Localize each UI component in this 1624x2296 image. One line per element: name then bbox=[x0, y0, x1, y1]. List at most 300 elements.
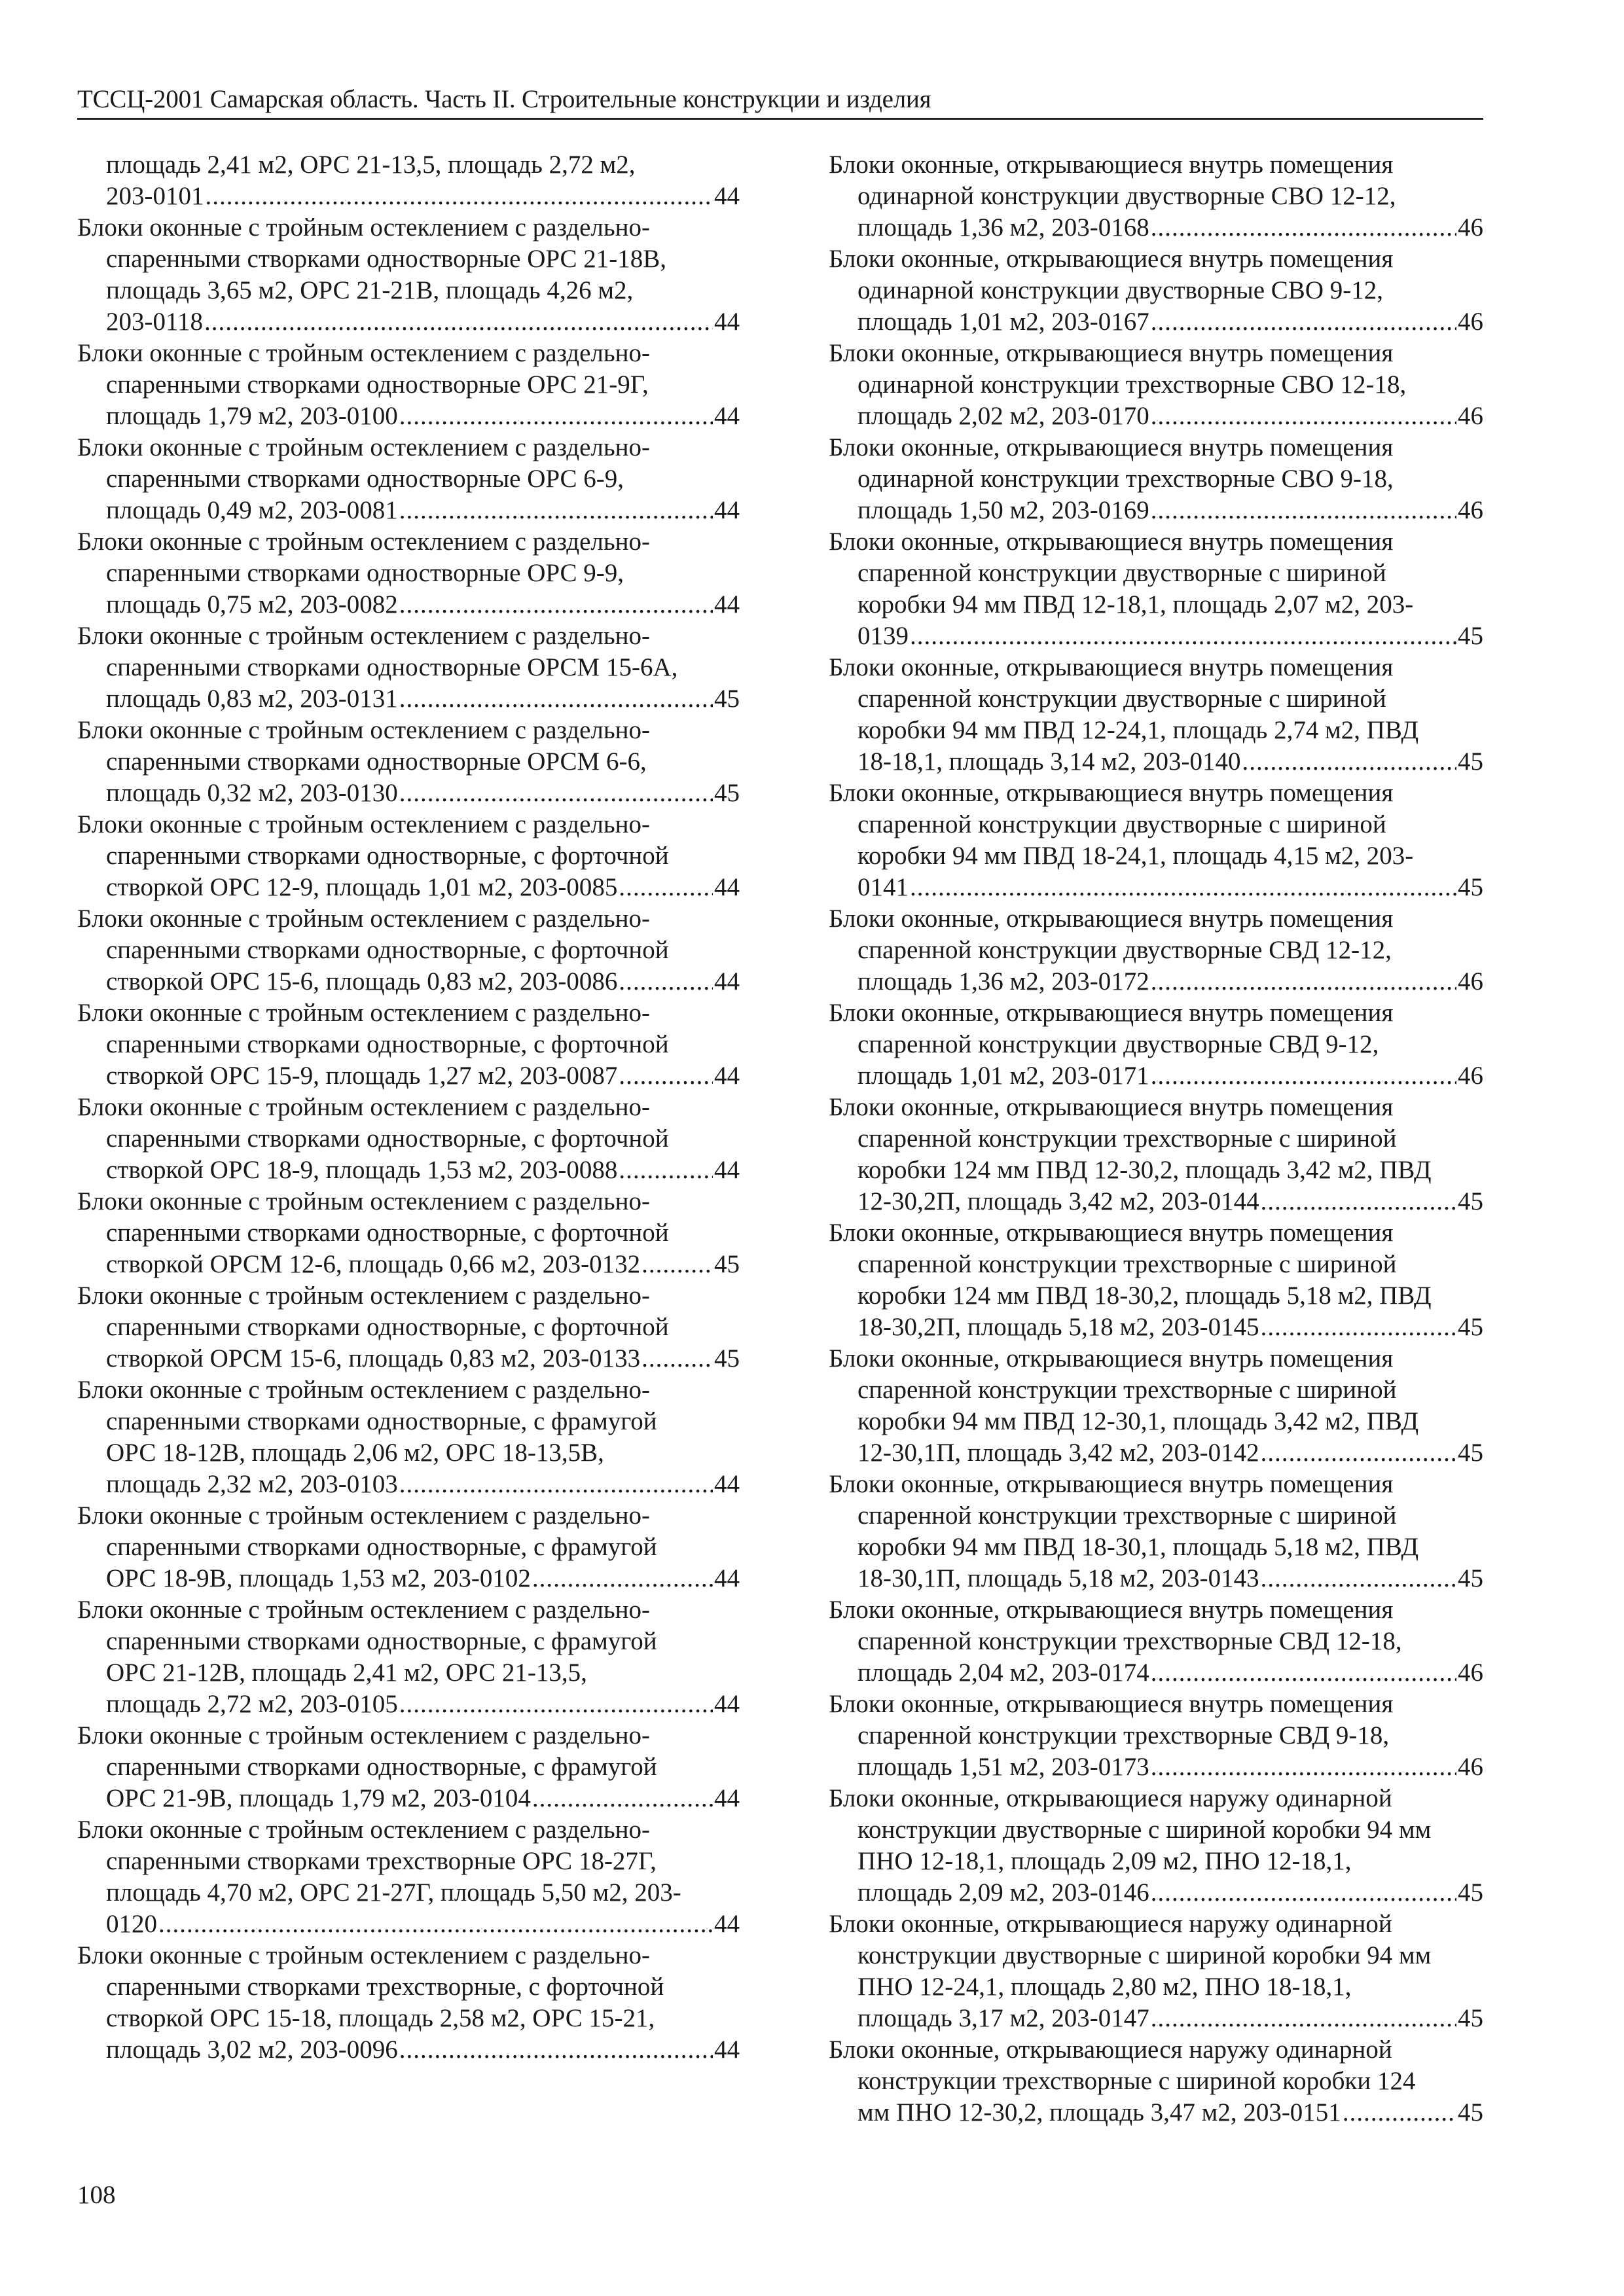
entry-line bbox=[829, 1280, 1483, 1312]
entry-line bbox=[829, 181, 1483, 212]
leader-dots bbox=[619, 1155, 713, 1186]
entry-line bbox=[829, 1123, 1483, 1155]
entry-line bbox=[77, 1217, 740, 1249]
entry-text: Блоки оконные с тройным остеклением с раздельно- bbox=[77, 1093, 651, 1121]
entry-line bbox=[77, 1909, 740, 1940]
entry-text: конструкции двустворные с шириной коробки 94 мм bbox=[857, 1941, 1432, 1969]
entry-line bbox=[829, 1374, 1483, 1406]
leader-dots bbox=[204, 306, 713, 338]
index-entry bbox=[829, 1343, 1483, 1469]
entry-line bbox=[829, 212, 1483, 243]
entry-page-ref: 45 bbox=[1458, 873, 1483, 901]
entry-text: площадь 2,32 м2, 203-0103 bbox=[106, 1470, 398, 1498]
entry-page-ref: 46 bbox=[1458, 213, 1483, 242]
entry-text: коробки 124 мм ПВД 18-30,2, площадь 5,18 м2, ПВД bbox=[857, 1282, 1432, 1310]
entry-text: Блоки оконные с тройным остеклением с раздельно- bbox=[77, 339, 651, 367]
leader-dots bbox=[641, 1343, 713, 1374]
entry-text: одинарной конструкции двустворные СВО 9-12, bbox=[857, 276, 1383, 304]
entry-line bbox=[77, 149, 740, 181]
entry-line bbox=[77, 1374, 740, 1406]
entry-line bbox=[77, 1720, 740, 1751]
entry-text: площадь 0,49 м2, 203-0081 bbox=[106, 496, 398, 524]
entry-line bbox=[77, 212, 740, 243]
entry-line bbox=[77, 1406, 740, 1437]
leader-dots bbox=[1261, 1312, 1456, 1343]
entry-page-ref: 45 bbox=[714, 1250, 740, 1278]
entry-text: Блоки оконные с тройным остеклением с раздельно- bbox=[77, 213, 651, 242]
entry-line bbox=[77, 715, 740, 746]
index-entry bbox=[77, 212, 740, 338]
entry-line bbox=[77, 683, 740, 715]
entry-page-ref: 45 bbox=[1458, 2098, 1483, 2126]
entry-page-ref: 44 bbox=[714, 2036, 740, 2064]
entry-page-ref: 46 bbox=[1458, 1062, 1483, 1090]
entry-text: одинарной конструкции трехстворные СВО 9-18, bbox=[857, 465, 1394, 493]
entry-text: спаренными створками одностворные, с форточной bbox=[106, 842, 669, 870]
entry-line bbox=[829, 1437, 1483, 1469]
entry-line bbox=[829, 1657, 1483, 1689]
entry-text: спаренной конструкции трехстворные СВД 12-18, bbox=[857, 1627, 1402, 1655]
index-entry bbox=[77, 432, 740, 526]
leader-dots bbox=[1151, 966, 1456, 997]
entry-line bbox=[829, 369, 1483, 401]
leader-dots bbox=[206, 181, 713, 212]
leader-dots bbox=[1151, 401, 1456, 432]
leader-dots bbox=[1151, 495, 1456, 526]
entry-text: спаренными створками одностворные, с форточной bbox=[106, 936, 669, 964]
entry-text: площадь 1,79 м2, 203-0100 bbox=[106, 402, 398, 430]
index-entry bbox=[829, 903, 1483, 997]
entry-text: створкой ОРС 12-9, площадь 1,01 м2, 203-0085 bbox=[106, 873, 618, 901]
entry-text: коробки 94 мм ПВД 18-24,1, площадь 4,15 м2, 203- bbox=[857, 842, 1414, 870]
entry-line bbox=[829, 2097, 1483, 2128]
entry-line bbox=[829, 1846, 1483, 1877]
entry-text: спаренными створками трехстворные, с форточной bbox=[106, 1973, 664, 2001]
leader-dots bbox=[619, 872, 713, 903]
index-entry bbox=[829, 1594, 1483, 1689]
entry-text: спаренными створками одностворные, с фрамугой bbox=[106, 1533, 657, 1561]
entry-line bbox=[77, 526, 740, 558]
leader-dots bbox=[399, 1689, 713, 1720]
entry-page-ref: 45 bbox=[1458, 1187, 1483, 1215]
entry-line bbox=[77, 1971, 740, 2003]
entry-line bbox=[77, 2003, 740, 2034]
entry-text: спаренными створками одностворные, с фрамугой bbox=[106, 1627, 657, 1655]
entry-line bbox=[829, 935, 1483, 966]
entry-text: спаренной конструкции двустворные с шириной bbox=[857, 810, 1386, 838]
entry-text: коробки 94 мм ПВД 12-18,1, площадь 2,07 м2, 203- bbox=[857, 590, 1414, 619]
entry-line bbox=[829, 1343, 1483, 1374]
entry-text: 12-30,2П, площадь 3,42 м2, 203-0144 bbox=[857, 1187, 1259, 1215]
entry-page-ref: 45 bbox=[1458, 1878, 1483, 1907]
entry-line bbox=[77, 369, 740, 401]
entry-line bbox=[829, 620, 1483, 652]
entry-page-ref: 44 bbox=[714, 1564, 740, 1592]
entry-text: створкой ОРСМ 12-6, площадь 0,66 м2, 203-0132 bbox=[106, 1250, 641, 1278]
entry-line bbox=[77, 778, 740, 809]
entry-text: Блоки оконные с тройным остеклением с раздельно- bbox=[77, 905, 651, 933]
entry-text: площадь 1,01 м2, 203-0171 bbox=[857, 1062, 1149, 1090]
entry-line bbox=[829, 1469, 1483, 1500]
entry-page-ref: 44 bbox=[714, 1156, 740, 1184]
entry-line bbox=[77, 1343, 740, 1374]
entry-text: спаренными створками одностворные, с фрамугой bbox=[106, 1753, 657, 1781]
index-entry bbox=[829, 778, 1483, 903]
entry-line bbox=[829, 1092, 1483, 1123]
entry-page-ref: 45 bbox=[1458, 1313, 1483, 1341]
entry-line bbox=[829, 589, 1483, 620]
entry-text: Блоки оконные, открывающиеся внутрь помещения bbox=[829, 999, 1394, 1027]
entry-line bbox=[77, 1029, 740, 1060]
entry-text: спаренными створками трехстворные ОРС 18-27Г, bbox=[106, 1847, 657, 1875]
entry-page-ref: 44 bbox=[714, 590, 740, 619]
entry-line bbox=[77, 1500, 740, 1532]
entry-text: ОРС 21-12В, площадь 2,41 м2, ОРС 21-13,5, bbox=[106, 1659, 587, 1687]
entry-text: спаренной конструкции двустворные с шириной bbox=[857, 685, 1386, 713]
entry-line bbox=[829, 243, 1483, 275]
entry-page-ref: 46 bbox=[1458, 402, 1483, 430]
running-header: ТССЦ-2001 Самарская область. Часть II. Строительные конструкции и изделия bbox=[77, 85, 931, 113]
entry-line bbox=[829, 997, 1483, 1029]
entry-page-ref: 45 bbox=[714, 685, 740, 713]
entry-line bbox=[829, 1249, 1483, 1280]
entry-text: площадь 4,70 м2, ОРС 21-27Г, площадь 5,50 м2, 203- bbox=[106, 1878, 681, 1907]
leader-dots bbox=[1343, 2097, 1456, 2128]
entry-line bbox=[829, 840, 1483, 872]
entry-line bbox=[829, 778, 1483, 809]
entry-line bbox=[829, 1186, 1483, 1217]
entry-line bbox=[77, 1312, 740, 1343]
index-entry bbox=[829, 338, 1483, 432]
entry-text: спаренными створками одностворные ОРС 21-9Г, bbox=[106, 370, 649, 399]
index-entry bbox=[829, 526, 1483, 652]
index-entry bbox=[77, 1092, 740, 1186]
entry-text: Блоки оконные с тройным остеклением с раздельно- bbox=[77, 1721, 651, 1749]
entry-line bbox=[829, 1940, 1483, 1971]
entry-text: площадь 1,51 м2, 203-0173 bbox=[857, 1753, 1149, 1781]
leader-dots bbox=[399, 495, 713, 526]
entry-text: 203-0101 bbox=[106, 182, 204, 210]
entry-line bbox=[77, 1751, 740, 1783]
index-entry bbox=[77, 1594, 740, 1720]
entry-text: коробки 124 мм ПВД 12-30,2, площадь 3,42 м2, ПВД bbox=[857, 1156, 1432, 1184]
entry-text: Блоки оконные с тройным остеклением с раздельно- bbox=[77, 1376, 651, 1404]
entry-text: Блоки оконные с тройным остеклением с раздельно- bbox=[77, 1941, 651, 1969]
entry-line bbox=[829, 1971, 1483, 2003]
entry-text: спаренными створками одностворные, с фрамугой bbox=[106, 1407, 657, 1435]
entry-text: ОРС 18-9В, площадь 1,53 м2, 203-0102 bbox=[106, 1564, 531, 1592]
entry-line bbox=[77, 463, 740, 495]
entry-text: спаренной конструкции трехстворные с шириной bbox=[857, 1501, 1397, 1530]
entry-line bbox=[77, 338, 740, 369]
entry-line bbox=[829, 1563, 1483, 1594]
entry-line bbox=[77, 1594, 740, 1626]
entry-line bbox=[829, 715, 1483, 746]
index-entry bbox=[77, 1374, 740, 1500]
entry-text: площадь 2,41 м2, ОРС 21-13,5, площадь 2,72 м2, bbox=[106, 151, 636, 179]
entry-page-ref: 44 bbox=[714, 1470, 740, 1498]
entry-text: Блоки оконные, открывающиеся внутрь помещения bbox=[829, 1596, 1394, 1624]
index-entry bbox=[829, 997, 1483, 1092]
index-entry bbox=[77, 1280, 740, 1374]
entry-page-ref: 44 bbox=[714, 967, 740, 996]
entry-text: площадь 2,09 м2, 203-0146 bbox=[857, 1878, 1149, 1907]
entry-text: спаренной конструкции трехстворные с шириной bbox=[857, 1124, 1397, 1153]
entry-text: одинарной конструкции двустворные СВО 12-12, bbox=[857, 182, 1396, 210]
entry-line bbox=[77, 872, 740, 903]
index-column-right bbox=[829, 149, 1483, 2128]
entry-line bbox=[77, 1626, 740, 1657]
entry-text: площадь 1,50 м2, 203-0169 bbox=[857, 496, 1149, 524]
entry-line bbox=[77, 306, 740, 338]
leader-dots bbox=[399, 589, 713, 620]
leader-dots bbox=[619, 1060, 713, 1092]
entry-text: створкой ОРСМ 15-6, площадь 0,83 м2, 203-0133 bbox=[106, 1344, 641, 1372]
entry-line bbox=[77, 935, 740, 966]
entry-line bbox=[77, 746, 740, 778]
index-entry bbox=[829, 652, 1483, 778]
entry-line bbox=[77, 275, 740, 306]
entry-text: Блоки оконные, открывающиеся внутрь помещения bbox=[829, 1219, 1394, 1247]
entry-text: ПНО 12-18,1, площадь 2,09 м2, ПНО 12-18,1, bbox=[857, 1847, 1352, 1875]
entry-text: створкой ОРС 15-9, площадь 1,27 м2, 203-0087 bbox=[106, 1062, 618, 1090]
entry-line bbox=[77, 997, 740, 1029]
index-entry bbox=[77, 1186, 740, 1280]
entry-text: 18-30,1П, площадь 5,18 м2, 203-0143 bbox=[857, 1564, 1259, 1592]
entry-page-ref: 44 bbox=[714, 873, 740, 901]
entry-line bbox=[77, 1689, 740, 1720]
entry-text: Блоки оконные с тройным остеклением с раздельно- bbox=[77, 1596, 651, 1624]
entry-page-ref: 44 bbox=[714, 1690, 740, 1718]
entry-line bbox=[77, 181, 740, 212]
entry-line bbox=[829, 495, 1483, 526]
entry-line bbox=[829, 1720, 1483, 1751]
entry-line bbox=[77, 495, 740, 526]
entry-line bbox=[77, 809, 740, 840]
entry-text: 0141 bbox=[857, 873, 909, 901]
leader-dots bbox=[399, 401, 713, 432]
leader-dots bbox=[1151, 306, 1456, 338]
leader-dots bbox=[532, 1783, 713, 1814]
entry-text: Блоки оконные с тройным остеклением с раздельно- bbox=[77, 622, 651, 650]
entry-text: ОРС 21-9В, площадь 1,79 м2, 203-0104 bbox=[106, 1784, 531, 1812]
entry-line bbox=[77, 243, 740, 275]
entry-text: Блоки оконные, открывающиеся наружу одинарной bbox=[829, 1784, 1392, 1812]
entry-text: спаренными створками одностворные, с форточной bbox=[106, 1313, 669, 1341]
index-entry bbox=[77, 715, 740, 809]
entry-text: створкой ОРС 18-9, площадь 1,53 м2, 203-0088 bbox=[106, 1156, 618, 1184]
entry-text: одинарной конструкции трехстворные СВО 12-18, bbox=[857, 370, 1407, 399]
entry-page-ref: 45 bbox=[714, 1344, 740, 1372]
entry-line bbox=[829, 463, 1483, 495]
leader-dots bbox=[1151, 212, 1456, 243]
entry-text: Блоки оконные, открывающиеся внутрь помещения bbox=[829, 905, 1394, 933]
entry-page-ref: 46 bbox=[1458, 967, 1483, 996]
entry-page-ref: 44 bbox=[714, 496, 740, 524]
entry-line bbox=[829, 903, 1483, 935]
leader-dots bbox=[399, 683, 713, 715]
entry-text: площадь 0,83 м2, 203-0131 bbox=[106, 685, 398, 713]
entry-text: площадь 3,17 м2, 203-0147 bbox=[857, 2004, 1149, 2032]
entry-line bbox=[829, 683, 1483, 715]
entry-line bbox=[77, 401, 740, 432]
entry-line bbox=[77, 1155, 740, 1186]
entry-line bbox=[77, 1060, 740, 1092]
entry-text: спаренными створками одностворные, с форточной bbox=[106, 1219, 669, 1247]
entry-text: конструкции трехстворные с шириной коробки 124 bbox=[857, 2067, 1416, 2095]
entry-page-ref: 46 bbox=[1458, 308, 1483, 336]
entry-line bbox=[829, 2034, 1483, 2066]
entry-line bbox=[829, 338, 1483, 369]
entry-line bbox=[77, 1657, 740, 1689]
index-entry bbox=[829, 1783, 1483, 1909]
header-rule bbox=[77, 118, 1483, 120]
entry-line bbox=[77, 1877, 740, 1909]
entry-text: спаренными створками одностворные ОРС 21-18В, bbox=[106, 245, 667, 273]
entry-text: площадь 0,32 м2, 203-0130 bbox=[106, 779, 398, 807]
entry-text: Блоки оконные, открывающиеся внутрь помещения bbox=[829, 339, 1394, 367]
entry-page-ref: 46 bbox=[1458, 1659, 1483, 1687]
entry-text: спаренной конструкции двустворные СВД 12-12, bbox=[857, 936, 1392, 964]
index-entry bbox=[829, 243, 1483, 338]
entry-line bbox=[829, 1312, 1483, 1343]
index-entry bbox=[829, 1689, 1483, 1783]
entry-text: Блоки оконные, открывающиеся внутрь помещения bbox=[829, 779, 1394, 807]
entry-text: створкой ОРС 15-6, площадь 0,83 м2, 203-0086 bbox=[106, 967, 618, 996]
entry-line bbox=[829, 401, 1483, 432]
entry-text: Блоки оконные с тройным остеклением с раздельно- bbox=[77, 999, 651, 1027]
entry-line bbox=[77, 652, 740, 683]
entry-text: спаренными створками одностворные ОРС 9-9, bbox=[106, 559, 624, 587]
entry-text: Блоки оконные с тройным остеклением с раздельно- bbox=[77, 1282, 651, 1310]
entry-text: Блоки оконные, открывающиеся внутрь помещения bbox=[829, 528, 1394, 556]
entry-text: Блоки оконные с тройным остеклением с раздельно- bbox=[77, 1187, 651, 1215]
leader-dots bbox=[619, 966, 713, 997]
entry-text: площадь 1,36 м2, 203-0168 bbox=[857, 213, 1149, 242]
leader-dots bbox=[1151, 1751, 1456, 1783]
entry-line bbox=[829, 526, 1483, 558]
entry-line bbox=[829, 1532, 1483, 1563]
entry-text: Блоки оконные, открывающиеся внутрь помещения bbox=[829, 151, 1394, 179]
entry-line bbox=[77, 620, 740, 652]
entry-text: Блоки оконные, открывающиеся внутрь помещения bbox=[829, 1344, 1394, 1372]
entry-page-ref: 45 bbox=[714, 779, 740, 807]
entry-text: Блоки оконные, открывающиеся внутрь помещения bbox=[829, 245, 1394, 273]
entry-page-ref: 44 bbox=[714, 1910, 740, 1938]
leader-dots bbox=[641, 1249, 713, 1280]
entry-page-ref: 45 bbox=[1458, 622, 1483, 650]
entry-text: мм ПНО 12-30,2, площадь 3,47 м2, 203-0151 bbox=[857, 2098, 1341, 2126]
entry-line bbox=[829, 1877, 1483, 1909]
entry-line bbox=[77, 558, 740, 589]
entry-line bbox=[829, 1594, 1483, 1626]
entry-text: Блоки оконные, открывающиеся внутрь помещения bbox=[829, 653, 1394, 681]
entry-page-ref: 46 bbox=[1458, 496, 1483, 524]
leader-dots bbox=[910, 620, 1456, 652]
index-entry bbox=[829, 1469, 1483, 1594]
entry-line bbox=[829, 872, 1483, 903]
entry-text: площадь 3,65 м2, ОРС 21-21В, площадь 4,26 м2, bbox=[106, 276, 634, 304]
leader-dots bbox=[399, 778, 713, 809]
entry-line bbox=[829, 1751, 1483, 1783]
entry-text: коробки 94 мм ПВД 18-30,1, площадь 5,18 м2, ПВД bbox=[857, 1533, 1419, 1561]
leader-dots bbox=[1242, 746, 1456, 778]
entry-line bbox=[77, 1783, 740, 1814]
entry-text: площадь 1,01 м2, 203-0167 bbox=[857, 308, 1149, 336]
index-entry bbox=[829, 1217, 1483, 1343]
index-entry bbox=[77, 997, 740, 1092]
entry-text: Блоки оконные с тройным остеклением с раздельно- bbox=[77, 810, 651, 838]
entry-text: площадь 2,72 м2, 203-0105 bbox=[106, 1690, 398, 1718]
entry-text: площадь 1,36 м2, 203-0172 bbox=[857, 967, 1149, 996]
entry-text: спаренной конструкции двустворные с шириной bbox=[857, 559, 1386, 587]
entry-text: площадь 2,02 м2, 203-0170 bbox=[857, 402, 1149, 430]
leader-dots bbox=[1261, 1437, 1456, 1469]
entry-text: ОРС 18-12В, площадь 2,06 м2, ОРС 18-13,5В, bbox=[106, 1439, 604, 1467]
entry-line bbox=[77, 840, 740, 872]
leader-dots bbox=[158, 1909, 713, 1940]
entry-line bbox=[829, 809, 1483, 840]
entry-text: спаренной конструкции трехстворные СВД 9-18, bbox=[857, 1721, 1390, 1749]
leader-dots bbox=[1261, 1563, 1456, 1594]
entry-text: 0120 bbox=[106, 1910, 157, 1938]
entry-line bbox=[829, 966, 1483, 997]
entry-line bbox=[829, 1814, 1483, 1846]
entry-line bbox=[829, 275, 1483, 306]
index-entry bbox=[77, 903, 740, 997]
entry-text: спаренной конструкции двустворные СВД 9-12, bbox=[857, 1030, 1379, 1058]
index-entry bbox=[77, 620, 740, 715]
entry-page-ref: 44 bbox=[714, 402, 740, 430]
entry-line bbox=[829, 1406, 1483, 1437]
entry-line bbox=[77, 1092, 740, 1123]
leader-dots bbox=[399, 2034, 713, 2066]
entry-text: спаренной конструкции трехстворные с шириной bbox=[857, 1376, 1397, 1404]
entry-text: площадь 3,02 м2, 203-0096 bbox=[106, 2036, 398, 2064]
entry-line bbox=[77, 903, 740, 935]
entry-text: коробки 94 мм ПВД 12-30,1, площадь 3,42 м2, ПВД bbox=[857, 1407, 1419, 1435]
entry-line bbox=[77, 1437, 740, 1469]
index-entry bbox=[829, 1092, 1483, 1217]
leader-dots bbox=[1151, 1060, 1456, 1092]
index-entry bbox=[829, 1909, 1483, 2034]
entry-line bbox=[829, 149, 1483, 181]
entry-text: спаренной конструкции трехстворные с шириной bbox=[857, 1250, 1397, 1278]
entry-line bbox=[829, 746, 1483, 778]
entry-text: ПНО 12-24,1, площадь 2,80 м2, ПНО 18-18,1, bbox=[857, 1973, 1352, 2001]
entry-line bbox=[829, 2003, 1483, 2034]
entry-line bbox=[77, 1469, 740, 1500]
entry-text: Блоки оконные, открывающиеся наружу одинарной bbox=[829, 2036, 1392, 2064]
entry-page-ref: 46 bbox=[1458, 1753, 1483, 1781]
leader-dots bbox=[532, 1563, 713, 1594]
entry-text: 203-0118 bbox=[106, 308, 204, 336]
entry-page-ref: 45 bbox=[1458, 1564, 1483, 1592]
entry-text: Блоки оконные, открывающиеся наружу одинарной bbox=[829, 1910, 1392, 1938]
entry-page-ref: 44 bbox=[714, 1062, 740, 1090]
entry-line bbox=[829, 1626, 1483, 1657]
entry-line bbox=[77, 1940, 740, 1971]
entry-text: 18-18,1, площадь 3,14 м2, 203-0140 bbox=[857, 747, 1241, 776]
entry-text: Блоки оконные, открывающиеся внутрь помещения bbox=[829, 433, 1394, 461]
entry-line bbox=[829, 306, 1483, 338]
index-entry bbox=[77, 338, 740, 432]
entry-text: Блоки оконные с тройным остеклением с раздельно- bbox=[77, 433, 651, 461]
entry-text: Блоки оконные, открывающиеся внутрь помещения bbox=[829, 1470, 1394, 1498]
entry-line bbox=[829, 1783, 1483, 1814]
entry-text: 18-30,2П, площадь 5,18 м2, 203-0145 bbox=[857, 1313, 1259, 1341]
index-entry bbox=[77, 1500, 740, 1594]
